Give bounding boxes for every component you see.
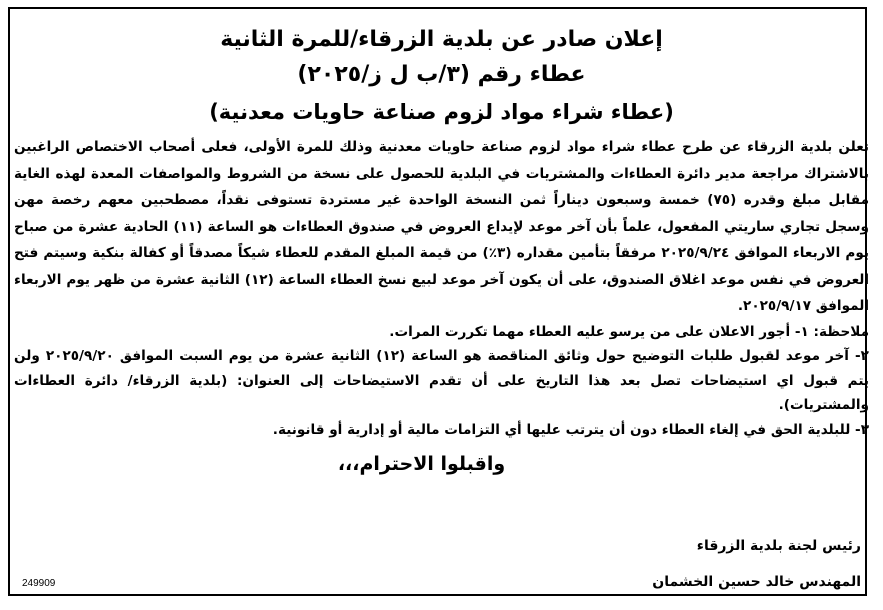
signature-block — [652, 528, 861, 600]
note-2: ٢- آخر موعد لقبول طلبات التوضيح حول وثائق المناقصة هو الساعة (١٢) الثانية عشرة من يوم السبت الموافق ٢٠٢٥/٩/٢٠ ولن يتم قبول اي استيضاحات تصل بعد هذا التاريخ على أن تقدم الاستيضاحات إلى العنوان: (بلدية الزرقاء/ دائرة العطاءات والمشتريات). — [14, 348, 869, 413]
note-1: ملاحظة: ١- أجور الاعلان على من يرسو عليه العطاء مهما تكررت المرات. — [389, 323, 869, 340]
announcement-title: إعلان صادر عن بلدية الزرقاء/للمرة الثانية — [220, 27, 663, 52]
tender-number: عطاء رقم (٣/ب ل ز/٢٠٢٥) — [297, 62, 586, 87]
signatory-name: المهندس خالد حسين الخشمان — [652, 574, 861, 590]
tender-subject: (عطاء شراء مواد لزوم صناعة حاويات معدنية) — [209, 100, 674, 124]
closing-greeting: واقبلوا الاحترام،،، — [337, 453, 506, 475]
signatory-role: رئيس لجنة بلدية الزرقاء — [696, 538, 861, 554]
announcement-body: تعلن بلدية الزرقاء عن طرح عطاء شراء مواد لزوم صناعة حاويات معدنية وذلك للمرة الأولى، فعلى أصحاب الاختصاص الراغبين بالاشتراك مراجعة مدير دائرة العطاءات والمشتريات في البلدية للحصول على نسخة من الشروط والمواصفات المعدة لهذه الغاية مقابل مبلغ وقدره (٧٥) خمسة وسبعون ديناراً ثمن النسخة الواحدة غير مستردة تستوفى نقداً، مصطحبين معهم رخصة مهن وسجل تجاري ساريتي المفعول، علماً بأن آخر موعد لإيداع العروض في صندوق العطاءات هو الساعة (١١) الحادية عشرة من صباح يوم الاربعاء الموافق ٢٠٢٥/٩/٢٤ مرفقاً بتأمين مقداره (٣٪) من قيمة المبلغ المقدم للعطاء شيكاً مصدقاً أو كفالة بنكية وسيتم فتح العروض في نفس موعد اغلاق الصندوق، على أن يكون آخر موعد لبيع نسخ العطاء الساعة (١٢) الثانية عشرة من ظهر يوم الاربعاء الموافق ٢٠٢٥/٩/١٧. — [14, 139, 870, 314]
announcement-document — [14, 22, 869, 482]
reference-number: 249909 — [22, 578, 56, 589]
note-3: ٣- للبلدية الحق في إلغاء العطاء دون أن يترتب عليها أي التزامات مالية أو إدارية أو قانونية. — [272, 421, 869, 438]
